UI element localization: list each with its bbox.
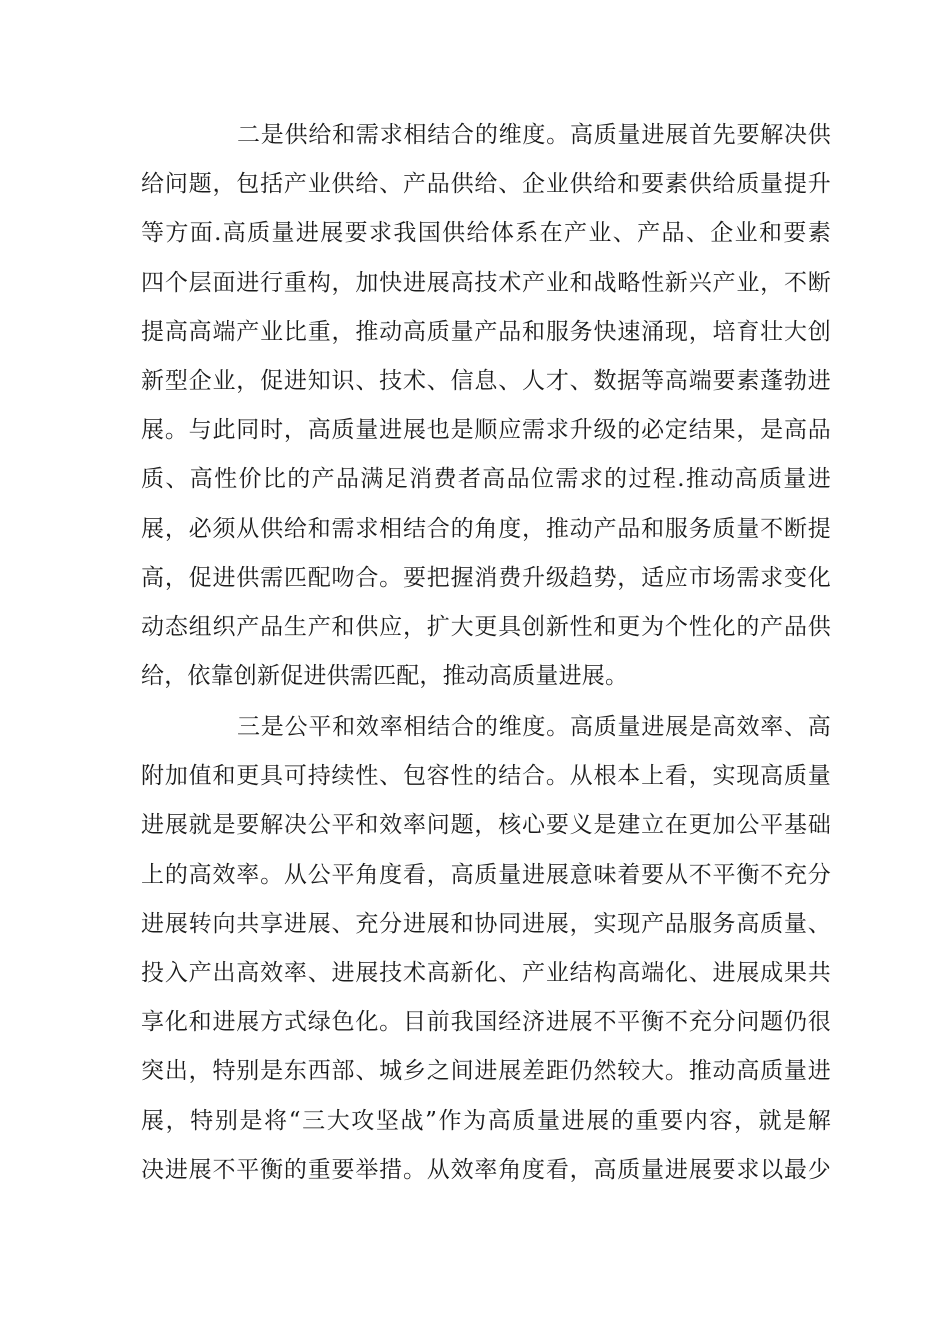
- paragraph-line: 上的高效率。从公平角度看，高质量进展意味着要从不平衡不充分: [141, 861, 831, 888]
- paragraph-line: 动态组织产品生产和供应，扩大更具创新性和更为个性化的产品供: [141, 613, 831, 640]
- paragraph-line: 给，依靠创新促进供需匹配，推动高质量进展。: [141, 663, 629, 690]
- paragraph-line: 附加值和更具可持续性、包容性的结合。从根本上看，实现高质量: [141, 763, 831, 790]
- paragraph-line: 投入产出高效率、进展技术高新化、产业结构高端化、进展成果共: [141, 959, 831, 986]
- paragraph-line: 突出，特别是东西部、城乡之间进展差距仍然较大。推动高质量进: [141, 1058, 831, 1085]
- paragraph-line: 享化和进展方式绿色化。目前我国经济进展不平衡不充分问题仍很: [141, 1009, 831, 1036]
- paragraph-line: 二是供给和需求相结合的维度。高质量进展首先要解决供: [237, 122, 831, 148]
- paragraph-line: 展，必须从供给和需求相结合的角度，推动产品和服务质量不断提: [141, 515, 831, 542]
- paragraph-line: 新型企业，促进知识、技术、信息、人才、数据等高端要素蓬勃进: [141, 367, 831, 394]
- paragraph-line: 四个层面进行重构，加快进展高技术产业和战略性新兴产业，不断: [141, 269, 831, 296]
- paragraph-line: 决进展不平衡的重要举措。从效率角度看，高质量进展要求以最少: [141, 1156, 831, 1183]
- paragraph-line: 展。与此同时，高质量进展也是顺应需求升级的必定结果，是高品: [141, 417, 831, 444]
- paragraph-line: 质、高性价比的产品满足消费者高品位需求的过程.推动高质量进: [141, 466, 831, 493]
- paragraph-line: 进展转向共享进展、充分进展和协同进展，实现产品服务高质量、: [141, 910, 831, 937]
- paragraph-line: 三是公平和效率相结合的维度。高质量进展是高效率、高: [237, 714, 831, 740]
- paragraph-line: 高，促进供需匹配吻合。要把握消费升级趋势，适应市场需求变化: [141, 564, 831, 591]
- paragraph-line: 给问题，包括产业供给、产品供给、企业供给和要素供给质量提升: [141, 171, 831, 198]
- paragraph-fairness-efficiency: [141, 703, 831, 1195]
- paragraph-line: 进展就是要解决公平和效率问题，核心要义是建立在更加公平基础: [141, 812, 831, 839]
- paragraph-line: 等方面.高质量进展要求我国供给体系在产业、产品、企业和要素: [141, 220, 831, 247]
- paragraph-line: 展，特别是将“三大攻坚战”作为高质量进展的重要内容，就是解: [141, 1107, 831, 1134]
- paragraph-line: 提高高端产业比重，推动高质量产品和服务快速涌现，培育壮大创: [141, 318, 831, 345]
- paragraph-supply-demand: [141, 111, 831, 701]
